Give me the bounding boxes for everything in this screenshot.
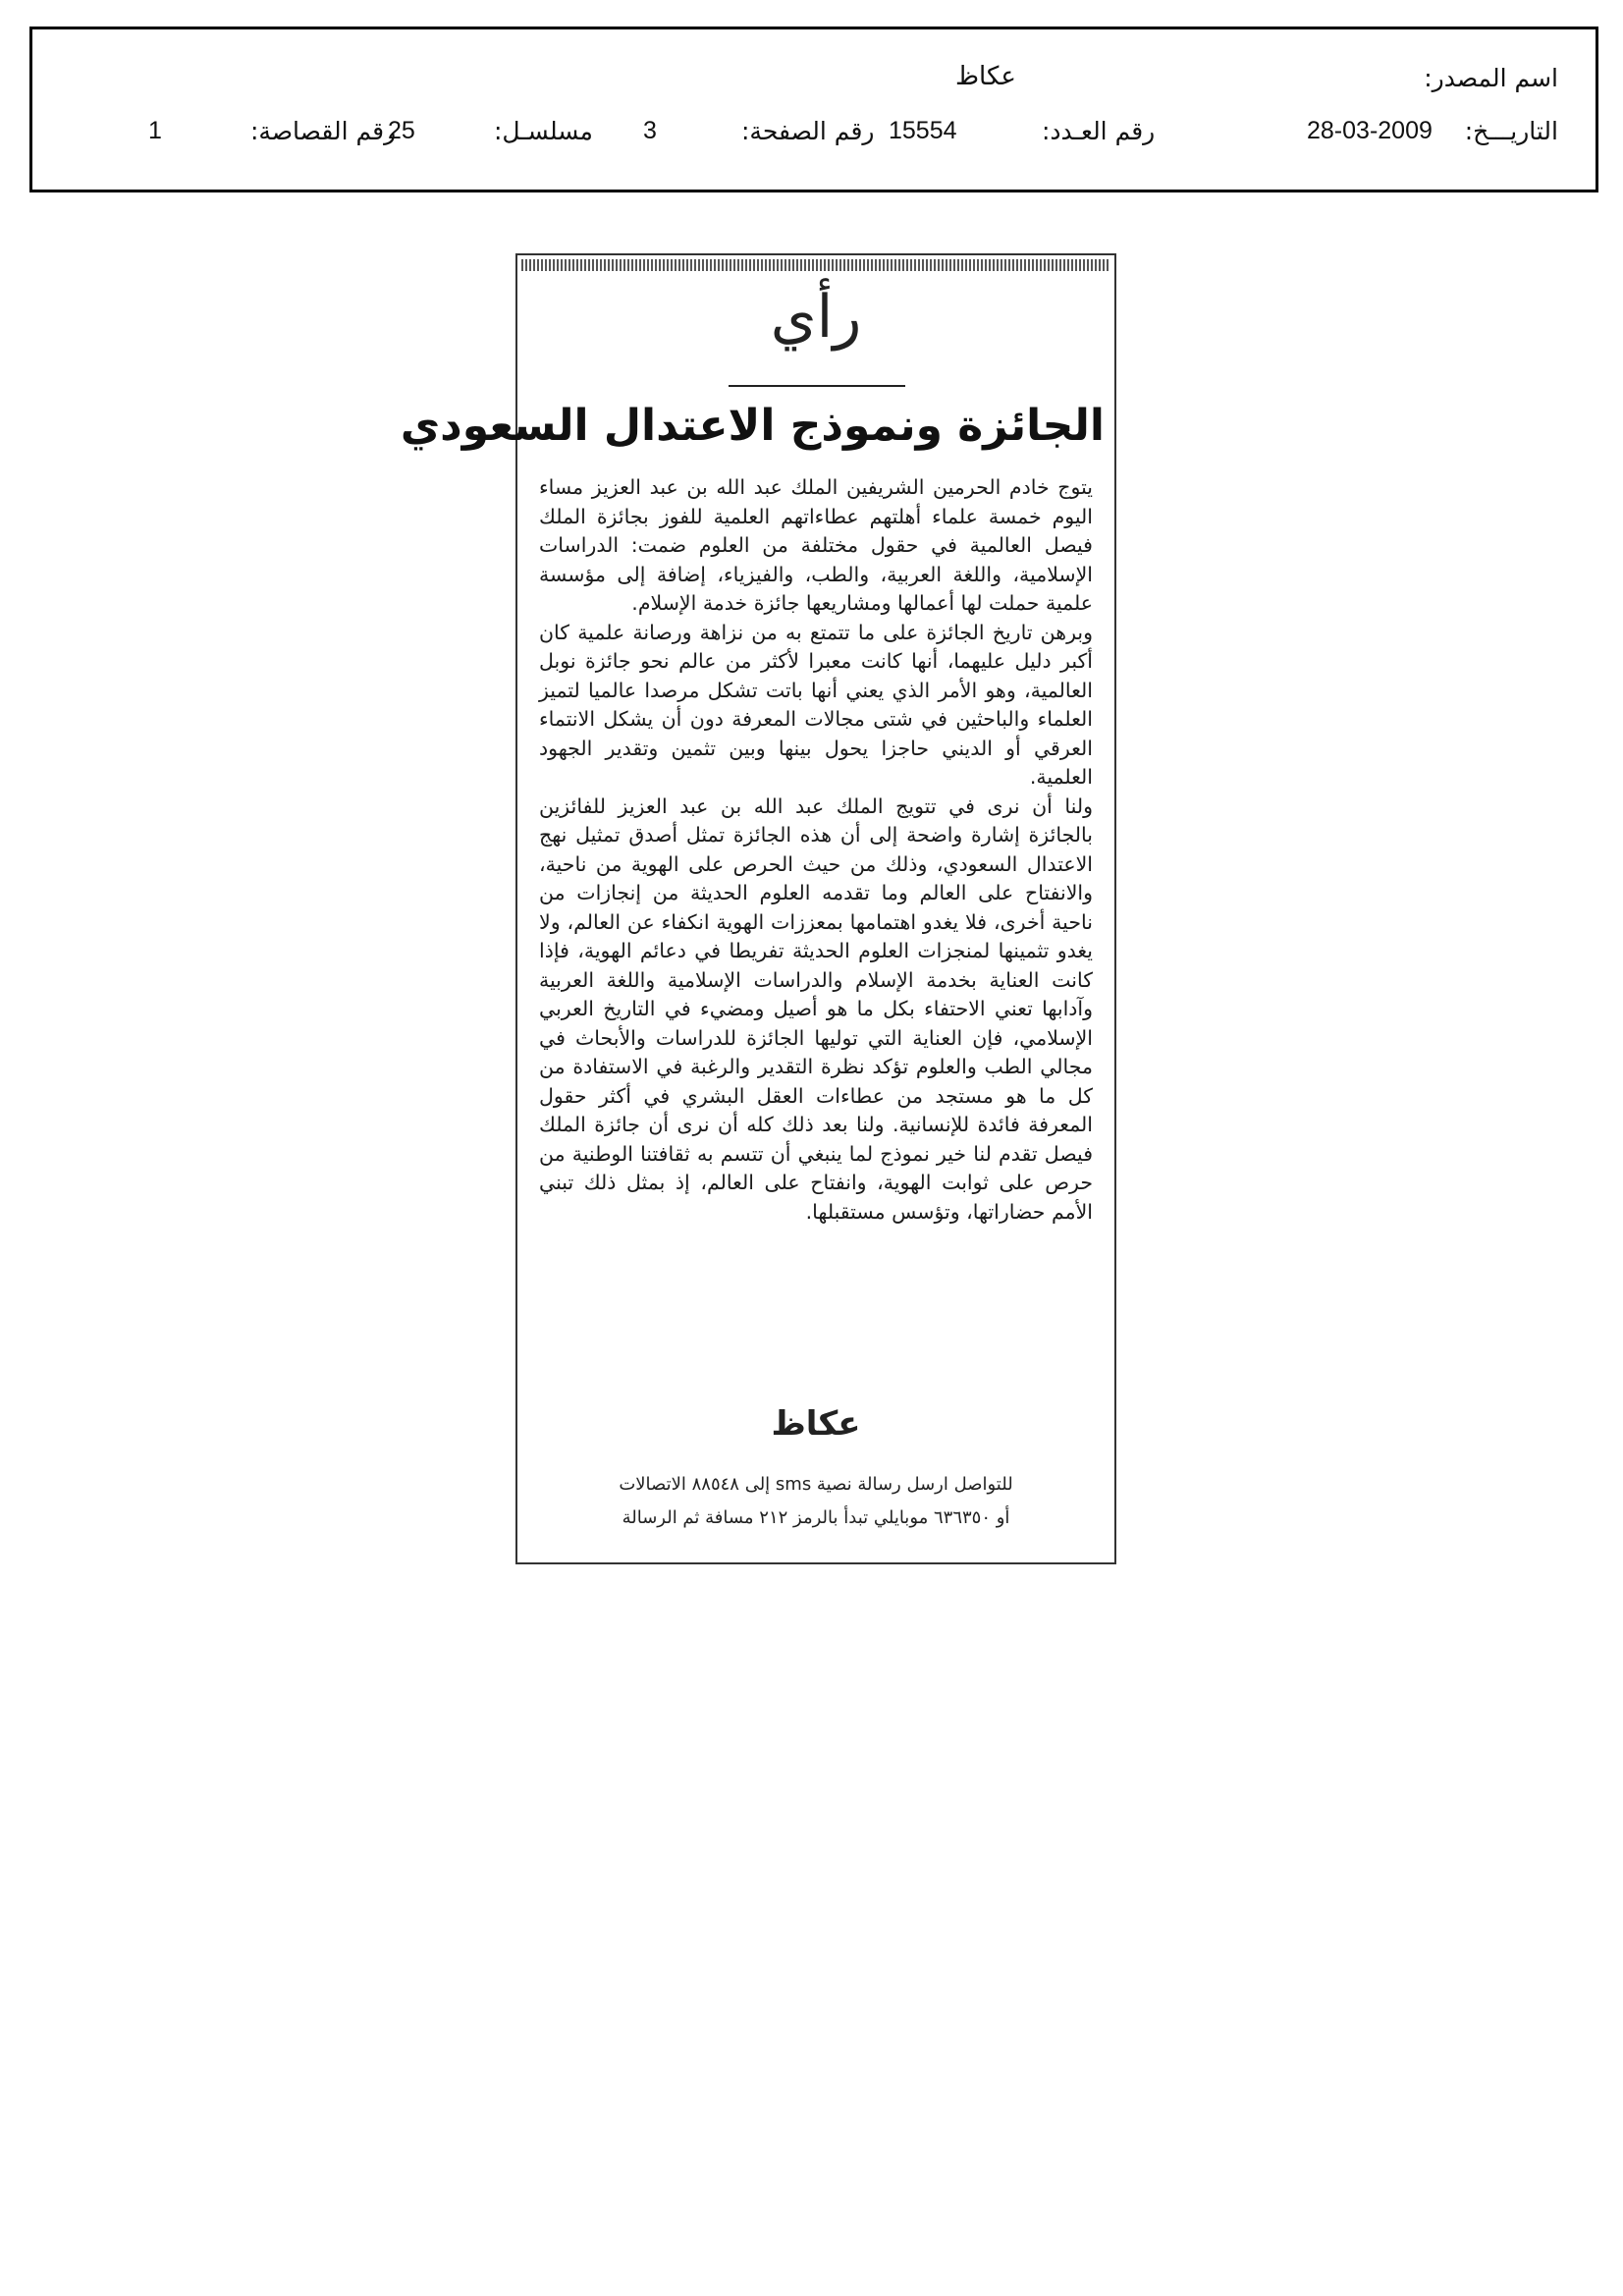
newspaper-clipping bbox=[400, 253, 1116, 1564]
issue-value: 15554 bbox=[889, 117, 957, 144]
clip-label: رقم القصاصة: bbox=[250, 117, 397, 145]
clipping-header bbox=[29, 27, 1598, 192]
footer-line: للتواصل ارسل رسالة نصية sms إلى ٨٨٥٤٨ الاتصالات bbox=[619, 1474, 1013, 1495]
serial-value: 25 bbox=[388, 117, 415, 144]
article-paragraph: وبرهن تاريخ الجائزة على ما تتمتع به من نزاهة ورصانة علمية كان أكبر دليل عليهما، أنها كانت معبرا لأكثر من عالم نحو جائزة نوبل العالمية، وهو الأمر الذي يعني أنها باتت تشكل مرصدا عالميا لتميز العلماء والباحثين في شتى مجالات المعرفة دون أن يشكل الانتماء العرقي أو الديني حاجزا يحول بينها وبين تثمين وتقدير الجهود العلمية. bbox=[539, 620, 1093, 789]
clip-value: 1 bbox=[148, 117, 162, 144]
date-label: التاريـــخ: bbox=[1464, 117, 1558, 145]
divider bbox=[729, 385, 905, 387]
newspaper-signature: عكاظ bbox=[771, 1404, 861, 1444]
page-label: رقم الصفحة: bbox=[741, 117, 875, 145]
article-headline: الجائزة ونموذج الاعتدال السعودي bbox=[400, 401, 1105, 451]
serial-label: مسلسـل: bbox=[494, 117, 593, 145]
issue-label: رقم العـدد: bbox=[1042, 117, 1156, 145]
source-label: اسم المصدر: bbox=[1424, 64, 1558, 92]
article-body bbox=[539, 473, 1093, 1227]
article-paragraph: ولنا أن نرى في تتويج الملك عبد الله بن عبد العزيز للفائزين بالجائزة إشارة واضحة إلى أن هذه الجائزة تمثل أصدق تمثيل نهج الاعتدال السعودي، وذلك من حيث الحرص على الهوية من ناحية، والانفتاح على العالم وما تقدمه العلوم الحديثة من إنجازات من ناحية أخرى، فلا يغدو اهتمامها بمعززات الهوية انكفاء عن العالم، ولا يغدو تثمينها لمنجزات العلوم الحديثة تفريطا في دعائم الهوية، فإذا كانت العناية بخدمة الإسلام والدراسات الإسلامية واللغة العربية وآدابها تعني الاحتفاء بكل ما هو أصيل ومضيء في التاريخ العربي الإسلامي، فإن العناية التي توليها الجائزة للدراسات والأبحاث في مجالي الطب والعلوم تؤكد نظرة التقدير والرغبة في الاستفادة من كل ما هو مستجد من عطاءات العقل البشري في أكثر حقول المعرفة فائدة للإنسانية. ولنا بعد ذلك كله أن نرى أن جائزة الملك فيصل تقدم لنا خير نموذج لما ينبغي أن تتسم به ثقافتنا الوطنية من حرص على ثوابت الهوية، وانفتاح على العالم، إذ بمثل ذلك تبني الأمم حضاراتها، وتؤسس مستقبلها. bbox=[539, 793, 1093, 1224]
source-value: عكاظ bbox=[955, 62, 1016, 91]
date-value: 28-03-2009 bbox=[1307, 117, 1433, 144]
contact-footer bbox=[527, 1468, 1105, 1535]
section-logo: رأي bbox=[770, 283, 862, 352]
clipping-top-border bbox=[521, 259, 1110, 271]
article-paragraph: يتوج خادم الحرمين الشريفين الملك عبد الله بن عبد العزيز مساء اليوم خمسة علماء أهلتهم عطاءاتهم العلمية للفوز بجائزة الملك فيصل العالمية في حقول مختلفة من العلوم ضمت: الدراسات الإسلامية، واللغة العربية، والطب، والفيزياء، إضافة إلى مؤسسة علمية حملت لها أعمالها ومشاريعها جائزة خدمة الإسلام. bbox=[539, 475, 1093, 615]
page-value: 3 bbox=[643, 117, 657, 144]
footer-line: أو ٦٣٦٣٥٠ موبايلي تبدأ بالرمز ٢١٢ مسافة ثم الرسالة bbox=[622, 1507, 1010, 1528]
